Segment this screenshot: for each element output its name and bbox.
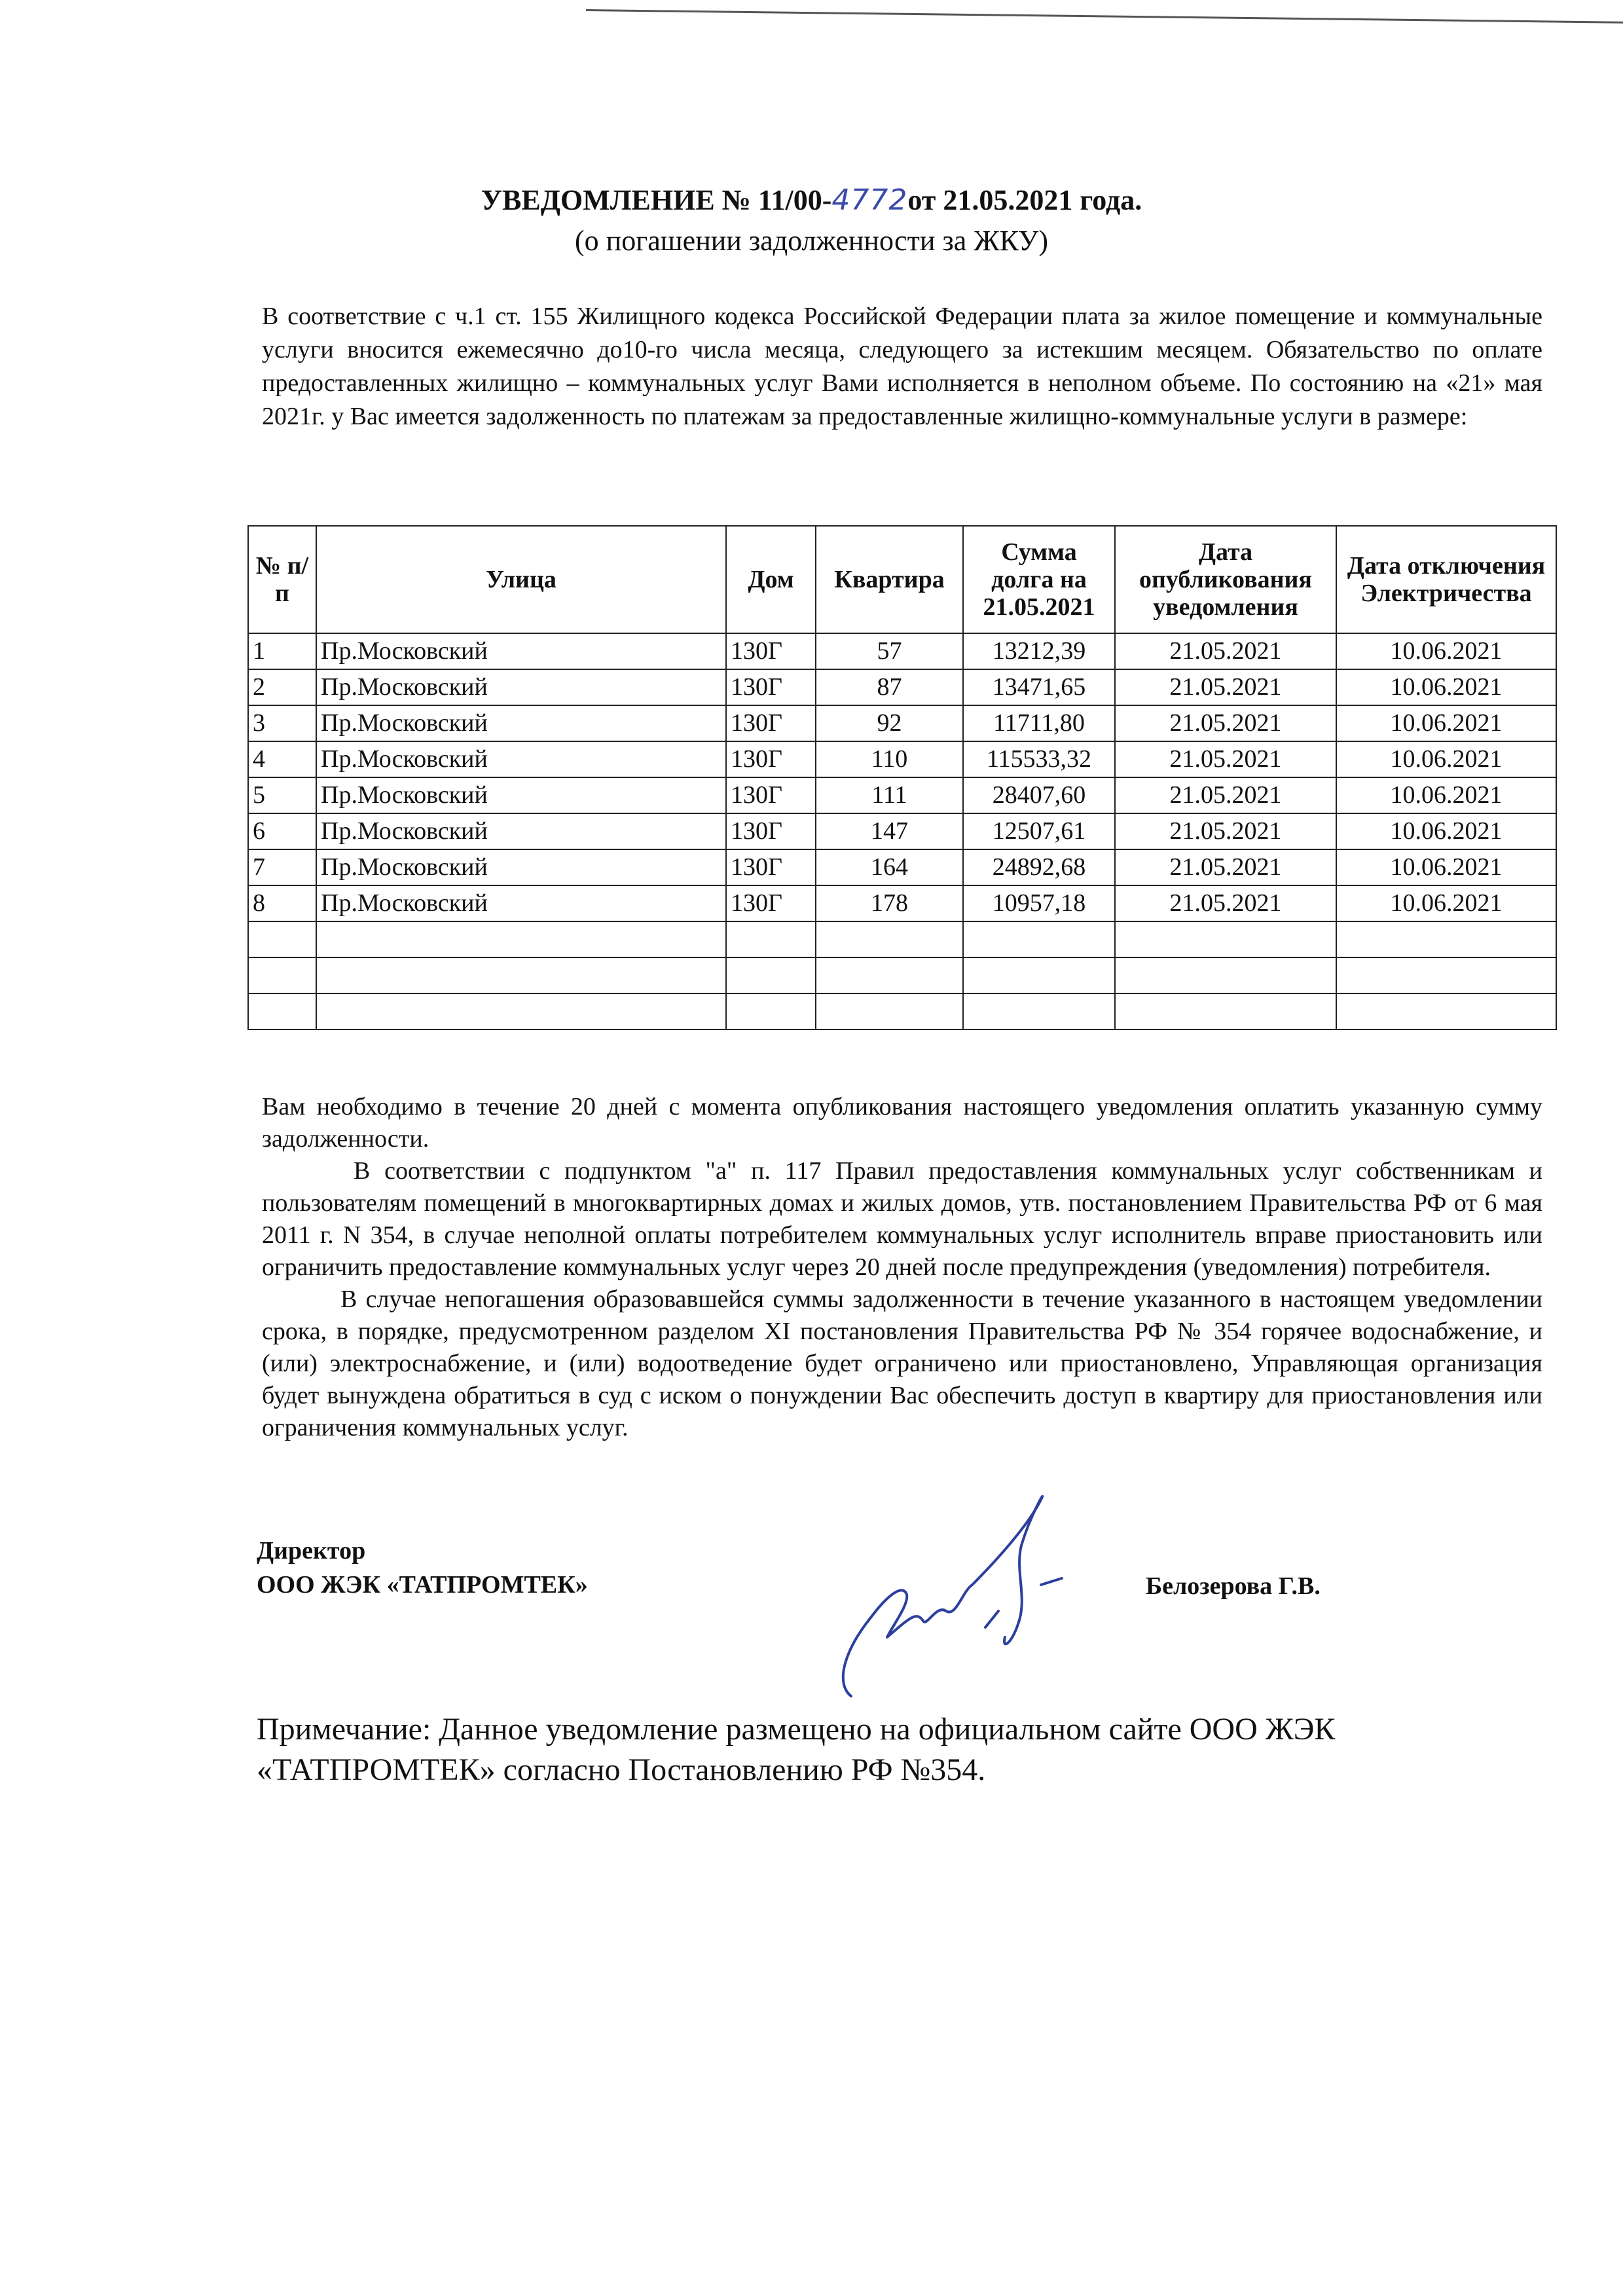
cell-street (316, 993, 726, 1029)
cell-cutoff (1336, 921, 1556, 957)
cell-house: 130Г (726, 885, 816, 921)
cell-street: Пр.Московский (316, 777, 726, 813)
table-row (248, 669, 1556, 705)
cell-debt: 28407,60 (963, 777, 1115, 813)
cell-house: 130Г (726, 741, 816, 777)
cell-debt (963, 993, 1115, 1029)
header-cutoff: Дата отключения Электричества (1336, 526, 1556, 633)
cell-published: 21.05.2021 (1115, 705, 1336, 741)
header-house: Дом (726, 526, 816, 633)
cell-apartment: 111 (816, 777, 963, 813)
cell-apartment (816, 993, 963, 1029)
body-text (262, 1091, 1542, 1444)
cell-cutoff (1336, 993, 1556, 1029)
cell-house (726, 993, 816, 1029)
cell-apartment: 164 (816, 849, 963, 885)
signer-position: Директор (257, 1537, 366, 1565)
table-row (248, 885, 1556, 921)
table-row (248, 849, 1556, 885)
cell-street: Пр.Московский (316, 813, 726, 849)
document-title (0, 182, 1623, 219)
cell-apartment: 87 (816, 669, 963, 705)
title-prefix: УВЕДОМЛЕНИЕ № 11/00- (481, 184, 832, 216)
cell-cutoff: 10.06.2021 (1336, 741, 1556, 777)
debt-table (247, 525, 1557, 1030)
cell-published (1115, 921, 1336, 957)
cell-debt: 12507,61 (963, 813, 1115, 849)
cell-num: 3 (248, 705, 316, 741)
table-row (248, 633, 1556, 669)
cell-apartment: 110 (816, 741, 963, 777)
table-row (248, 921, 1556, 957)
cell-debt: 10957,18 (963, 885, 1115, 921)
cell-apartment (816, 921, 963, 957)
handwritten-signature (831, 1487, 1074, 1703)
cell-house: 130Г (726, 777, 816, 813)
table-row (248, 993, 1556, 1029)
cell-cutoff: 10.06.2021 (1336, 705, 1556, 741)
scan-edge-line (586, 9, 1623, 24)
signer-organization: ООО ЖЭК «ТАТПРОМТЕК» (257, 1571, 588, 1599)
cell-published: 21.05.2021 (1115, 813, 1336, 849)
table-row (248, 741, 1556, 777)
cell-published: 21.05.2021 (1115, 885, 1336, 921)
cell-house: 130Г (726, 669, 816, 705)
cell-num (248, 993, 316, 1029)
cell-cutoff: 10.06.2021 (1336, 777, 1556, 813)
cell-debt: 13471,65 (963, 669, 1115, 705)
cell-cutoff: 10.06.2021 (1336, 813, 1556, 849)
cell-street (316, 957, 726, 993)
table-row (248, 705, 1556, 741)
header-apartment: Квартира (816, 526, 963, 633)
cell-cutoff: 10.06.2021 (1336, 669, 1556, 705)
header-street: Улица (316, 526, 726, 633)
cell-apartment: 92 (816, 705, 963, 741)
cell-apartment: 57 (816, 633, 963, 669)
cell-house: 130Г (726, 849, 816, 885)
intro-paragraph: В соответствие с ч.1 ст. 155 Жилищного кодекса Российской Федерации плата за жилое помещение и коммунальные услуги вносится ежемесячно до10-го числа месяца, следующего за истекшим месяцем. Обязательство по оплате предоставленных жилищно – коммунальных услуг Вами исполняется в неполном объеме. По состоянию на «21» мая 2021г. у Вас имеется задолженность по платежам за предоставленные жилищно-коммунальные услуги в размере: (262, 303, 1542, 430)
cell-street: Пр.Московский (316, 633, 726, 669)
cell-num: 7 (248, 849, 316, 885)
table-row (248, 813, 1556, 849)
handwritten-number: 4772 (831, 183, 908, 217)
header-debt: Сумма долга на 21.05.2021 (963, 526, 1115, 633)
note: Примечание: Данное уведомление размещено на официальном сайте ООО ЖЭК «ТАТПРОМТЕК» согласно Постановлению РФ №354. (257, 1712, 1336, 1787)
table-row (248, 777, 1556, 813)
cell-num (248, 921, 316, 957)
cell-street (316, 921, 726, 957)
cell-house: 130Г (726, 705, 816, 741)
table-row (248, 957, 1556, 993)
cell-debt: 11711,80 (963, 705, 1115, 741)
cell-published (1115, 993, 1336, 1029)
cell-num (248, 957, 316, 993)
header-published: Дата опубликования уведомления (1115, 526, 1336, 633)
cell-house (726, 957, 816, 993)
cell-published: 21.05.2021 (1115, 849, 1336, 885)
cell-debt: 24892,68 (963, 849, 1115, 885)
cell-published: 21.05.2021 (1115, 741, 1336, 777)
cell-street: Пр.Московский (316, 705, 726, 741)
cell-apartment: 147 (816, 813, 963, 849)
cell-num: 6 (248, 813, 316, 849)
cell-debt (963, 957, 1115, 993)
cell-num: 5 (248, 777, 316, 813)
cell-cutoff: 10.06.2021 (1336, 633, 1556, 669)
cell-street: Пр.Московский (316, 849, 726, 885)
cell-num: 2 (248, 669, 316, 705)
cell-street: Пр.Московский (316, 885, 726, 921)
document-subtitle: (о погашении задолженности за ЖКУ) (575, 225, 1048, 257)
signer-block (257, 1534, 588, 1602)
cell-published: 21.05.2021 (1115, 777, 1336, 813)
cell-cutoff: 10.06.2021 (1336, 885, 1556, 921)
cell-num: 1 (248, 633, 316, 669)
cell-debt: 13212,39 (963, 633, 1115, 669)
cell-published (1115, 957, 1336, 993)
cell-debt: 115533,32 (963, 741, 1115, 777)
cell-apartment: 178 (816, 885, 963, 921)
cell-apartment (816, 957, 963, 993)
table-header-row (248, 526, 1556, 633)
cell-house: 130Г (726, 813, 816, 849)
cell-house: 130Г (726, 633, 816, 669)
body-paragraph-2: В соответствии с подпунктом "а" п. 117 Правил предоставления коммунальных услуг собственникам и пользователям помещений в многоквартирных домах и жилых домов, утв. постановлением Правительства РФ от 6 мая 2011 г. N 354, в случае неполной оплаты потребителем коммунальных услуг исполнитель вправе приостановить или ограничить предоставление коммунальных услуг через 20 дней после предупреждения (уведомления) потребителя. (262, 1157, 1542, 1281)
cell-published: 21.05.2021 (1115, 633, 1336, 669)
cell-cutoff: 10.06.2021 (1336, 849, 1556, 885)
header-num: № п/п (248, 526, 316, 633)
cell-num: 4 (248, 741, 316, 777)
cell-cutoff (1336, 957, 1556, 993)
cell-street: Пр.Московский (316, 669, 726, 705)
cell-house (726, 921, 816, 957)
body-paragraph-1: Вам необходимо в течение 20 дней с момента опубликования настоящего уведомления оплатить указанную сумму задолженности. (262, 1093, 1542, 1153)
cell-debt (963, 921, 1115, 957)
body-paragraph-3: В случае непогашения образовавшейся суммы задолженности в течение указанного в настоящем уведомлении срока, в порядке, предусмотренном разделом XI постановления Правительства РФ № 354 горячее водоснабжение, и (или) электроснабжение, и (или) водоотведение будет ограничено или приостановлено, Управляющая организация будет вынуждена обратиться в суд с иском о понуждении Вас обеспечить доступ в квартиру для приостановления или ограничения коммунальных услуг. (262, 1286, 1542, 1441)
signer-name: Белозерова Г.В. (1146, 1572, 1321, 1600)
cell-street: Пр.Московский (316, 741, 726, 777)
cell-num: 8 (248, 885, 316, 921)
cell-published: 21.05.2021 (1115, 669, 1336, 705)
title-suffix: от 21.05.2021 года. (907, 184, 1142, 216)
